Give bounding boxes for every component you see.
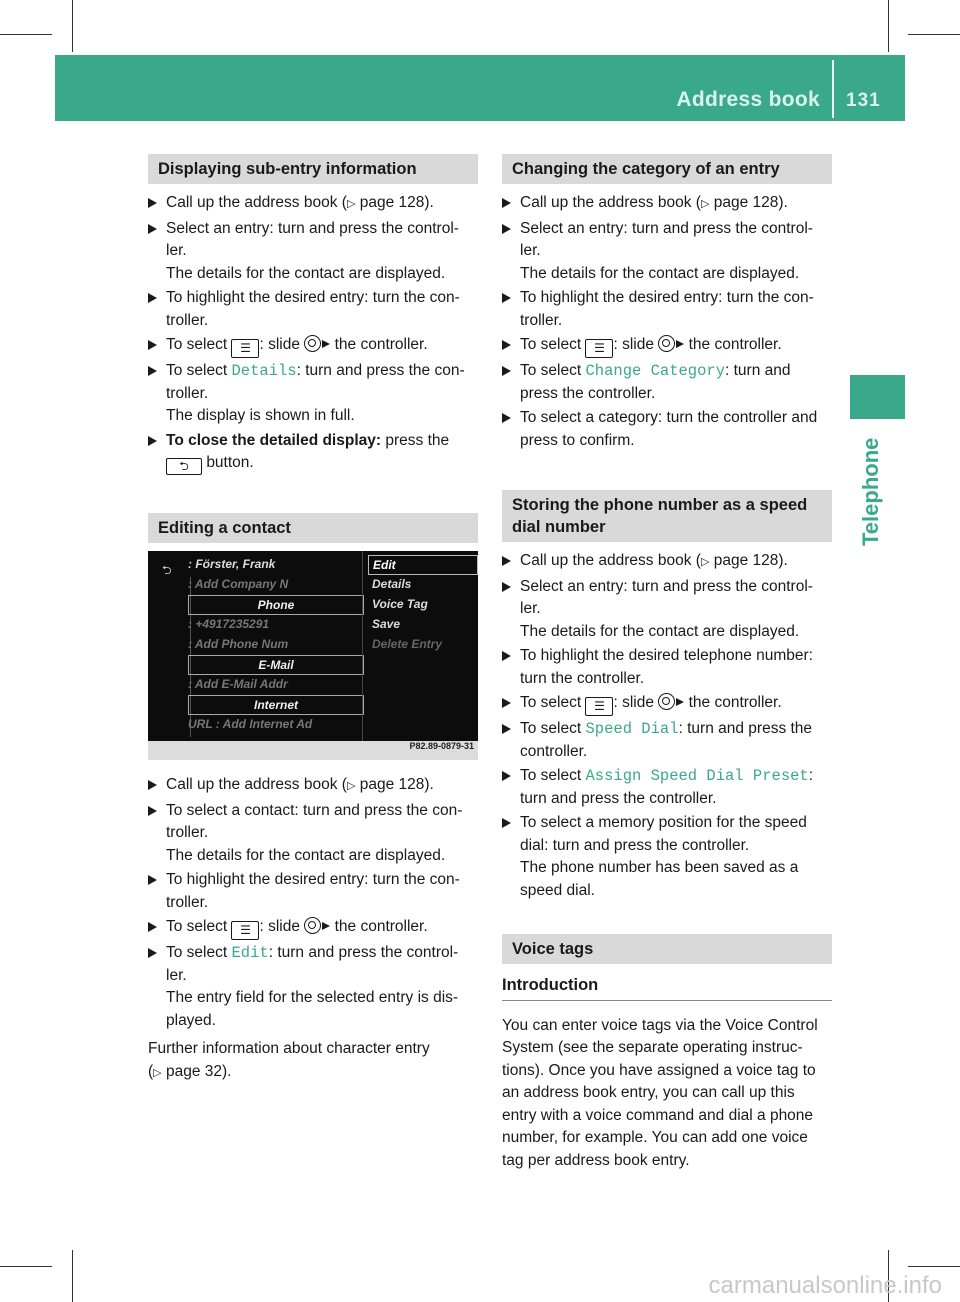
instruction-step: To select Details: turn and press the con- troller. The display is shown in full. <box>148 360 478 428</box>
crop-mark <box>908 1266 960 1267</box>
step-arrow-icon <box>148 922 157 932</box>
company-row: : Add Company N <box>188 577 289 591</box>
instruction-step: To close the detailed display: press the ⮌ button. <box>148 430 478 476</box>
instruction-step: Select an entry: turn and press the control- ler. The details for the contact are displayed. <box>502 576 832 644</box>
instruction-step: Call up the address book (▷ page 128). <box>148 192 478 216</box>
menu-list-icon: ☰ <box>585 697 613 716</box>
slide-right-icon <box>322 922 330 930</box>
step-arrow-icon <box>148 806 157 816</box>
page-ref-icon: ▷ <box>153 1066 162 1079</box>
instruction-step: To select Edit: turn and press the control- ler. The entry field for the selected entry is dis- played. <box>148 942 478 1032</box>
menu-details: Details <box>372 577 412 591</box>
section-heading: Editing a contact <box>148 513 478 543</box>
back-icon: ⮌ <box>162 563 172 577</box>
back-button-icon: ⮌ <box>166 458 202 475</box>
contact-name-row: : Förster, Frank <box>188 557 276 571</box>
instruction-step: To select ☰ : slide the controller. <box>148 916 478 940</box>
step-arrow-icon <box>502 366 511 376</box>
instruction-step: To highlight the desired entry: turn the con- troller. <box>148 869 478 914</box>
header-divider <box>832 60 834 118</box>
menu-item-ref: Details <box>231 362 297 380</box>
menu-voice-tag: Voice Tag <box>372 597 428 611</box>
instruction-step: Select an entry: turn and press the control- ler. The details for the contact are displayed. <box>502 218 832 286</box>
page-title: Address book <box>676 88 820 111</box>
instruction-step: To select ☰ : slide the controller. <box>502 334 832 358</box>
column-left <box>148 154 478 1090</box>
column-right <box>502 154 832 1178</box>
step-arrow-icon <box>148 293 157 303</box>
section-heading: Storing the phone number as a speed dial number <box>502 490 832 542</box>
instruction-step: To select Change Category: turn and press the controller. <box>502 360 832 405</box>
step-arrow-icon <box>502 582 511 592</box>
instruction-step: To select a category: turn the controller and press to confirm. <box>502 407 832 452</box>
page-ref-icon: ▷ <box>700 556 710 568</box>
step-arrow-icon <box>148 198 157 208</box>
step-arrow-icon <box>502 771 511 781</box>
crop-mark <box>0 1266 52 1267</box>
step-arrow-icon <box>148 948 157 958</box>
step-arrow-icon <box>148 780 157 790</box>
step-arrow-icon <box>148 366 157 376</box>
step-arrow-icon <box>148 224 157 234</box>
menu-list-icon: ☰ <box>585 339 613 358</box>
step-arrow-icon <box>148 436 157 446</box>
page-ref-icon: ▷ <box>346 780 356 792</box>
page-number: 131 <box>846 90 881 111</box>
watermark: carmanualsonline.info <box>708 1272 942 1299</box>
crop-mark <box>72 1250 73 1302</box>
menu-delete-entry: Delete Entry <box>372 637 443 651</box>
menu-item-ref: Edit <box>231 944 269 962</box>
instruction-step: To select Speed Dial: turn and press the controller. <box>502 718 832 763</box>
page-ref-icon: ▷ <box>346 198 356 210</box>
step-arrow-icon <box>502 224 511 234</box>
add-email-row: : Add E-Mail Addr <box>188 677 288 691</box>
step-arrow-icon <box>148 875 157 885</box>
email-header: E-Mail <box>188 655 364 675</box>
controller-icon <box>304 335 321 352</box>
instruction-step: Call up the address book (▷ page 128). <box>148 774 478 798</box>
menu-edit: Edit <box>368 555 478 575</box>
slide-right-icon <box>676 340 684 348</box>
instruction-step: Call up the address book (▷ page 128). <box>502 550 832 574</box>
instruction-step: Call up the address book (▷ page 128). <box>502 192 832 216</box>
menu-save: Save <box>372 617 401 631</box>
instruction-step: To select Assign Speed Dial Preset: turn and press the controller. <box>502 765 832 810</box>
subsection-heading: Introduction <box>502 974 832 1001</box>
instruction-step: To select ☰ : slide the controller. <box>502 692 832 716</box>
step-arrow-icon <box>502 698 511 708</box>
section-heading: Changing the category of an entry <box>502 154 832 184</box>
controller-icon <box>658 335 675 352</box>
add-phone-row: : Add Phone Num <box>188 637 289 651</box>
body-paragraph: You can enter voice tags via the Voice Control System (see the separate operating instruc- tions). Once you have assigned a voice tag to an address book entry, you can call up this entry with a voice command and dial a phone number, for example. You can add one voice tag per address book entry. <box>502 1016 818 1169</box>
instruction-step: To select ☰ : slide the controller. <box>148 334 478 358</box>
url-row: URL : Add Internet Ad <box>188 717 313 731</box>
instruction-step: To highlight the desired entry: turn the con- troller. <box>502 287 832 332</box>
step-arrow-icon <box>502 724 511 734</box>
menu-item-ref: Change Category <box>585 362 726 380</box>
internet-header: Internet <box>188 695 364 715</box>
menu-list-icon: ☰ <box>231 921 259 940</box>
instruction-step: To highlight the desired entry: turn the con- troller. <box>148 287 478 332</box>
section-heading: Voice tags <box>502 934 832 964</box>
step-arrow-icon <box>502 198 511 208</box>
chapter-tab <box>850 375 905 419</box>
screen-illustration <box>148 551 478 760</box>
menu-item-ref: Assign Speed Dial Preset <box>585 767 809 785</box>
step-arrow-icon <box>148 340 157 350</box>
instruction-step: To select a memory position for the speed dial: turn and press the controller. The phone number has been saved as a speed dial. <box>502 812 832 902</box>
step-arrow-icon <box>502 413 511 423</box>
instruction-step: To highlight the desired telephone number: turn the controller. <box>502 645 832 690</box>
slide-right-icon <box>322 340 330 348</box>
crop-mark <box>72 0 73 52</box>
instruction-step: Select an entry: turn and press the control- ler. The details for the contact are displayed. <box>148 218 478 286</box>
info-paragraph: Further information about character entry (▷ page 32). <box>148 1040 430 1080</box>
controller-icon <box>658 693 675 710</box>
slide-right-icon <box>676 698 684 706</box>
step-arrow-icon <box>502 556 511 566</box>
step-arrow-icon <box>502 293 511 303</box>
crop-mark <box>0 34 52 35</box>
instruction-step: To select a contact: turn and press the con- troller. The details for the contact are displayed. <box>148 800 478 868</box>
step-arrow-icon <box>502 818 511 828</box>
crop-mark <box>888 0 889 52</box>
step-arrow-icon <box>502 340 511 350</box>
figure-code: P82.89-0879-31 <box>409 740 474 751</box>
menu-list-icon: ☰ <box>231 339 259 358</box>
page-ref-icon: ▷ <box>700 198 710 210</box>
controller-icon <box>304 917 321 934</box>
step-arrow-icon <box>502 651 511 661</box>
phone-number-row: : +4917235291 <box>188 617 270 631</box>
section-heading: Displaying sub-entry information <box>148 154 478 184</box>
crop-mark <box>908 34 960 35</box>
menu-item-ref: Speed Dial <box>585 720 679 738</box>
phone-header: Phone <box>188 595 364 615</box>
